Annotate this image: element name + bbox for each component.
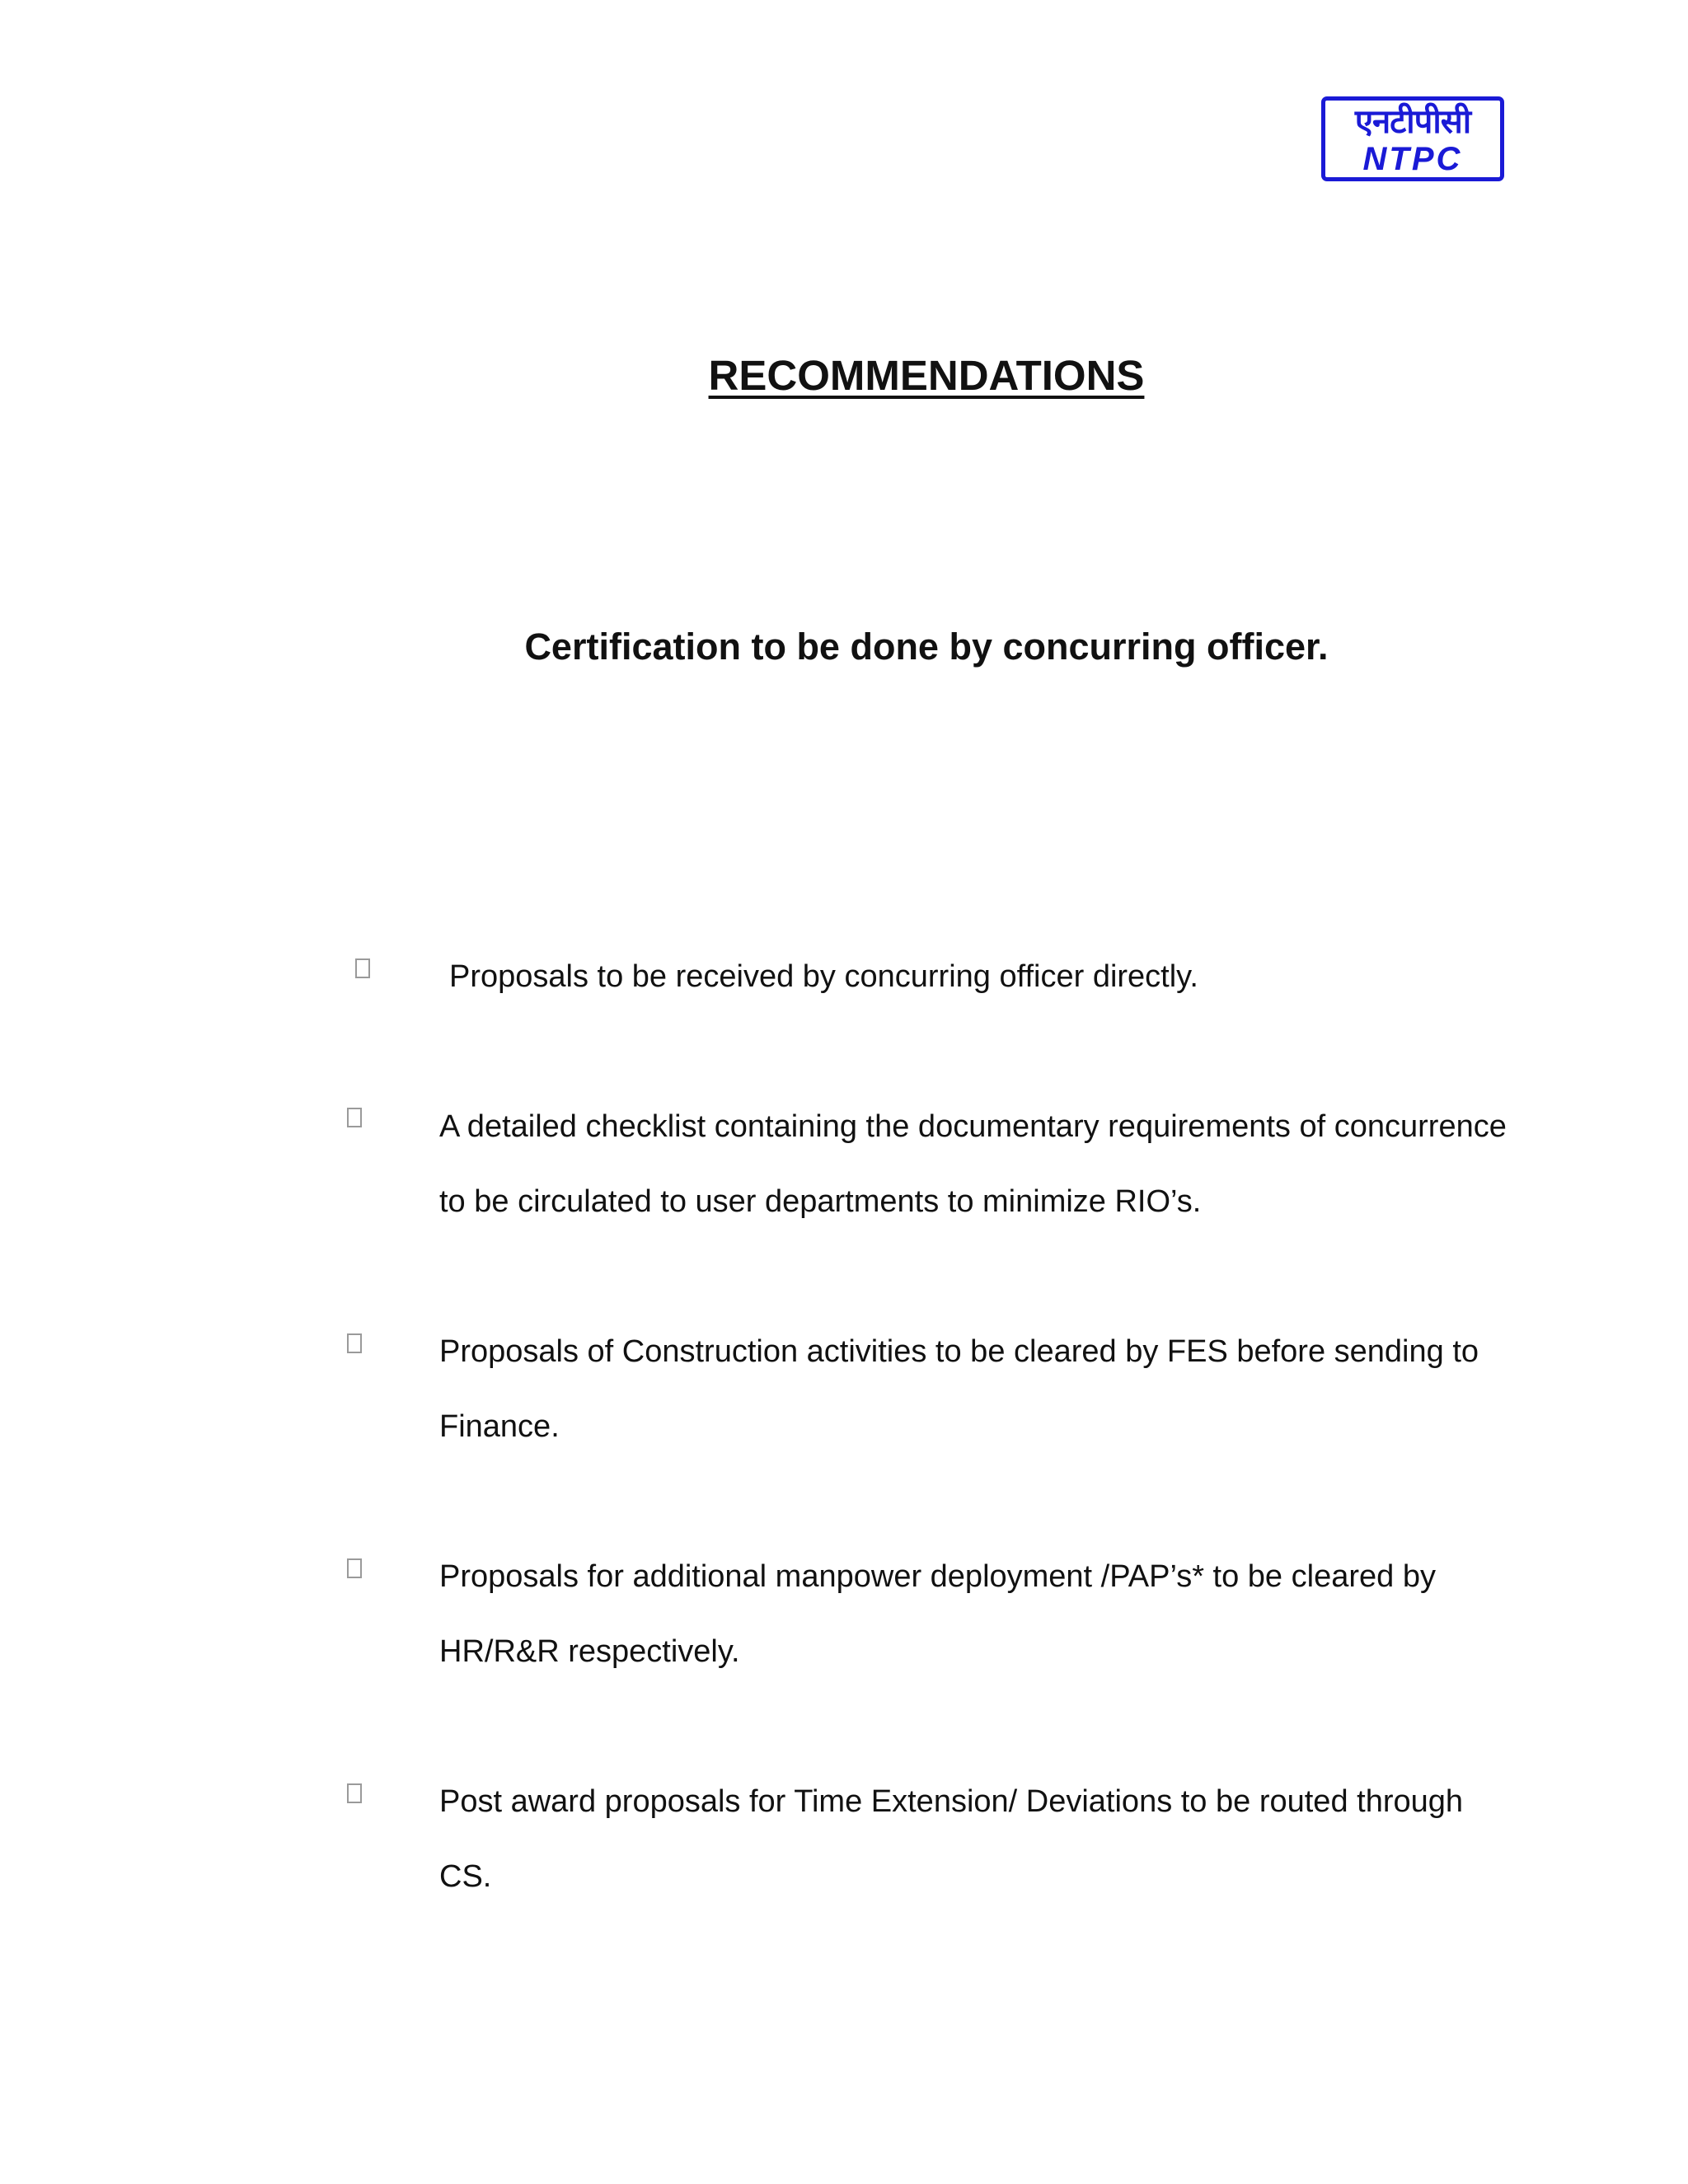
- page-subtitle: Certification to be done by concurring officer.: [524, 626, 1329, 668]
- ntpc-logo: [1321, 96, 1504, 181]
- bullet-icon: [347, 1333, 362, 1353]
- list-item-text: Proposals of Construction activities to be cleared by FES before sending to Finance.: [439, 1334, 1479, 1444]
- bullet-icon: [347, 1783, 362, 1803]
- logo-hindi-text: एनटीपीसी: [1354, 103, 1471, 141]
- page-title: RECOMMENDATIONS: [708, 352, 1145, 399]
- list-item-text: Proposals for additional manpower deployment /PAP’s* to be cleared by HR/R&R respectively.: [439, 1559, 1436, 1669]
- bullet-icon: [355, 958, 370, 978]
- list-item-text: Post award proposals for Time Extension/ Deviations to be routed through CS.: [439, 1784, 1464, 1894]
- list-item-text: A detailed checklist containing the documentary requirements of concurrence to be circulated to user departments to minimize RIO’s.: [439, 1109, 1507, 1219]
- list-item-text: Proposals to be received by concurring officer directly.: [449, 959, 1198, 994]
- logo-latin-text: NTPC: [1362, 141, 1463, 177]
- bullet-icon: [347, 1108, 362, 1127]
- bullet-icon: [347, 1558, 362, 1578]
